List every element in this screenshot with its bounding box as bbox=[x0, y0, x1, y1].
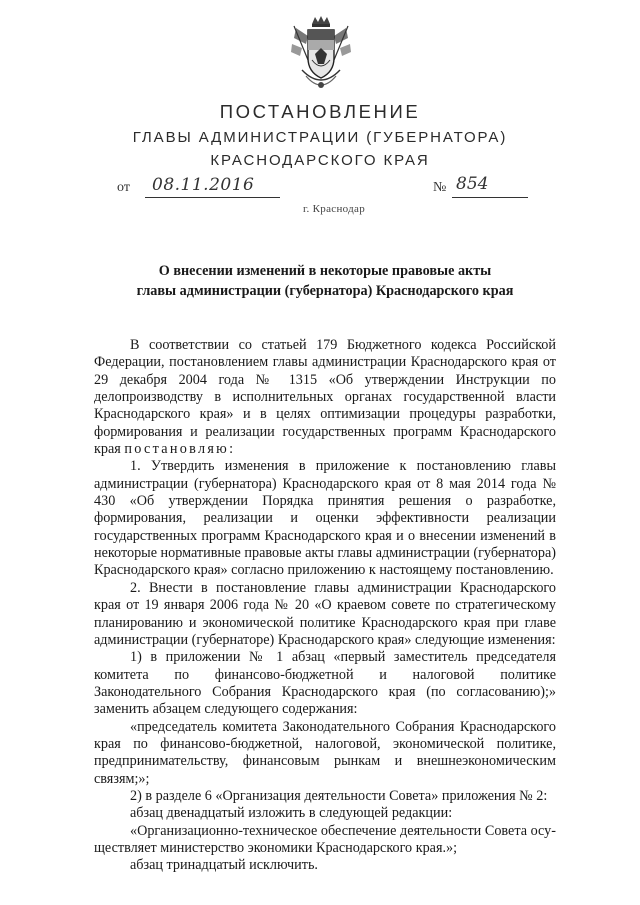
date-underline bbox=[145, 197, 280, 198]
decree-word: постановляю: bbox=[124, 441, 236, 458]
paragraph-quote-2: «Организационно-техническое обеспечение деятельности Совета осуществляет министерство экономики Краснодарского края.»; bbox=[94, 822, 556, 856]
document-type-heading: ПОСТАНОВЛЕНИЕ bbox=[219, 101, 421, 122]
title-line-2: главы администрации (губернатора) Краснодарского края bbox=[136, 283, 514, 299]
city-name: г. Краснодар bbox=[302, 203, 366, 215]
region-heading: КРАСНОДАРСКОГО КРАЯ bbox=[210, 152, 430, 169]
paragraph-instruction-1: абзац двенадцатый изложить в следующей редакции: bbox=[130, 805, 453, 822]
date-value: 08.11.2016 bbox=[152, 175, 255, 195]
date-label: от bbox=[117, 180, 130, 195]
number-underline bbox=[452, 197, 528, 198]
preamble-text: В соответствии со статьей 179 Бюджетного кодекса Российской Федерации, постановлением главы администрации Краснодарского края от 29 декабря 2004 года № 1315 «Об утверждении Инструкции по делопроизводству в исполнительных органах государственной власти Краснодарского края» и в целях оптимизации процедуры разработки, формирования и реализации государственных программ Краснодарского края bbox=[94, 337, 556, 458]
city-line bbox=[0, 203, 640, 215]
preamble-paragraph bbox=[94, 337, 556, 458]
paragraph-subitem-2: 2) в разделе 6 «Организация деятельности Совета» приложения № 2: bbox=[130, 787, 548, 804]
paragraph-instruction-2: абзац тринадцатый исключить. bbox=[130, 857, 318, 874]
paragraph-item-1: 1. Утвердить изменения в приложение к постановлению главы администрации (губернатора) Краснодарского края от 8 мая 2014 года № 430 «Об утверждении Порядка принятия решения о разработке, формирования, реализации и оценки эффективности реализации государственных программ Краснодарского края и о внесении изменений в некоторые нормативные правовые акты главы администрации (губернатора) Краснодарского края» согласно приложению к настоящему постановлению. bbox=[94, 458, 556, 579]
title-line-1: О внесении изменений в некоторые правовые акты bbox=[158, 263, 492, 279]
paragraph-quote-1: «председатель комитета Законодательного Собрания Краснодарского края по финансово-бюджетной, налоговой, экономической политике, предпринимательству, финансовым рынкам и внешнеэкономическим связям;»; bbox=[94, 718, 556, 787]
paragraph-item-2: 2. Внести в постановление главы администрации Краснодарского края от 19 января 2006 года № 20 «О краевом совете по стратегическому планированию и экономической политике Краснодарского края при главе администрации (губернаторе) Краснодарского края» следующие изменения: bbox=[94, 579, 556, 648]
issuer-heading: ГЛАВЫ АДМИНИСТРАЦИИ (ГУБЕРНАТОРА) bbox=[132, 129, 508, 146]
number-value: 854 bbox=[456, 174, 489, 194]
document-body bbox=[94, 337, 556, 875]
document-title bbox=[100, 261, 550, 301]
paragraph-subitem-1: 1) в приложении № 1 абзац «первый заместитель председателя комитета по финансово-бюджетной и налоговой политике Законодательного Собрания Краснодарского края (по согласованию);» заменить абзацем следующего содержания: bbox=[94, 649, 556, 718]
coat-of-arms-icon bbox=[288, 14, 354, 94]
number-label: № bbox=[433, 180, 447, 195]
